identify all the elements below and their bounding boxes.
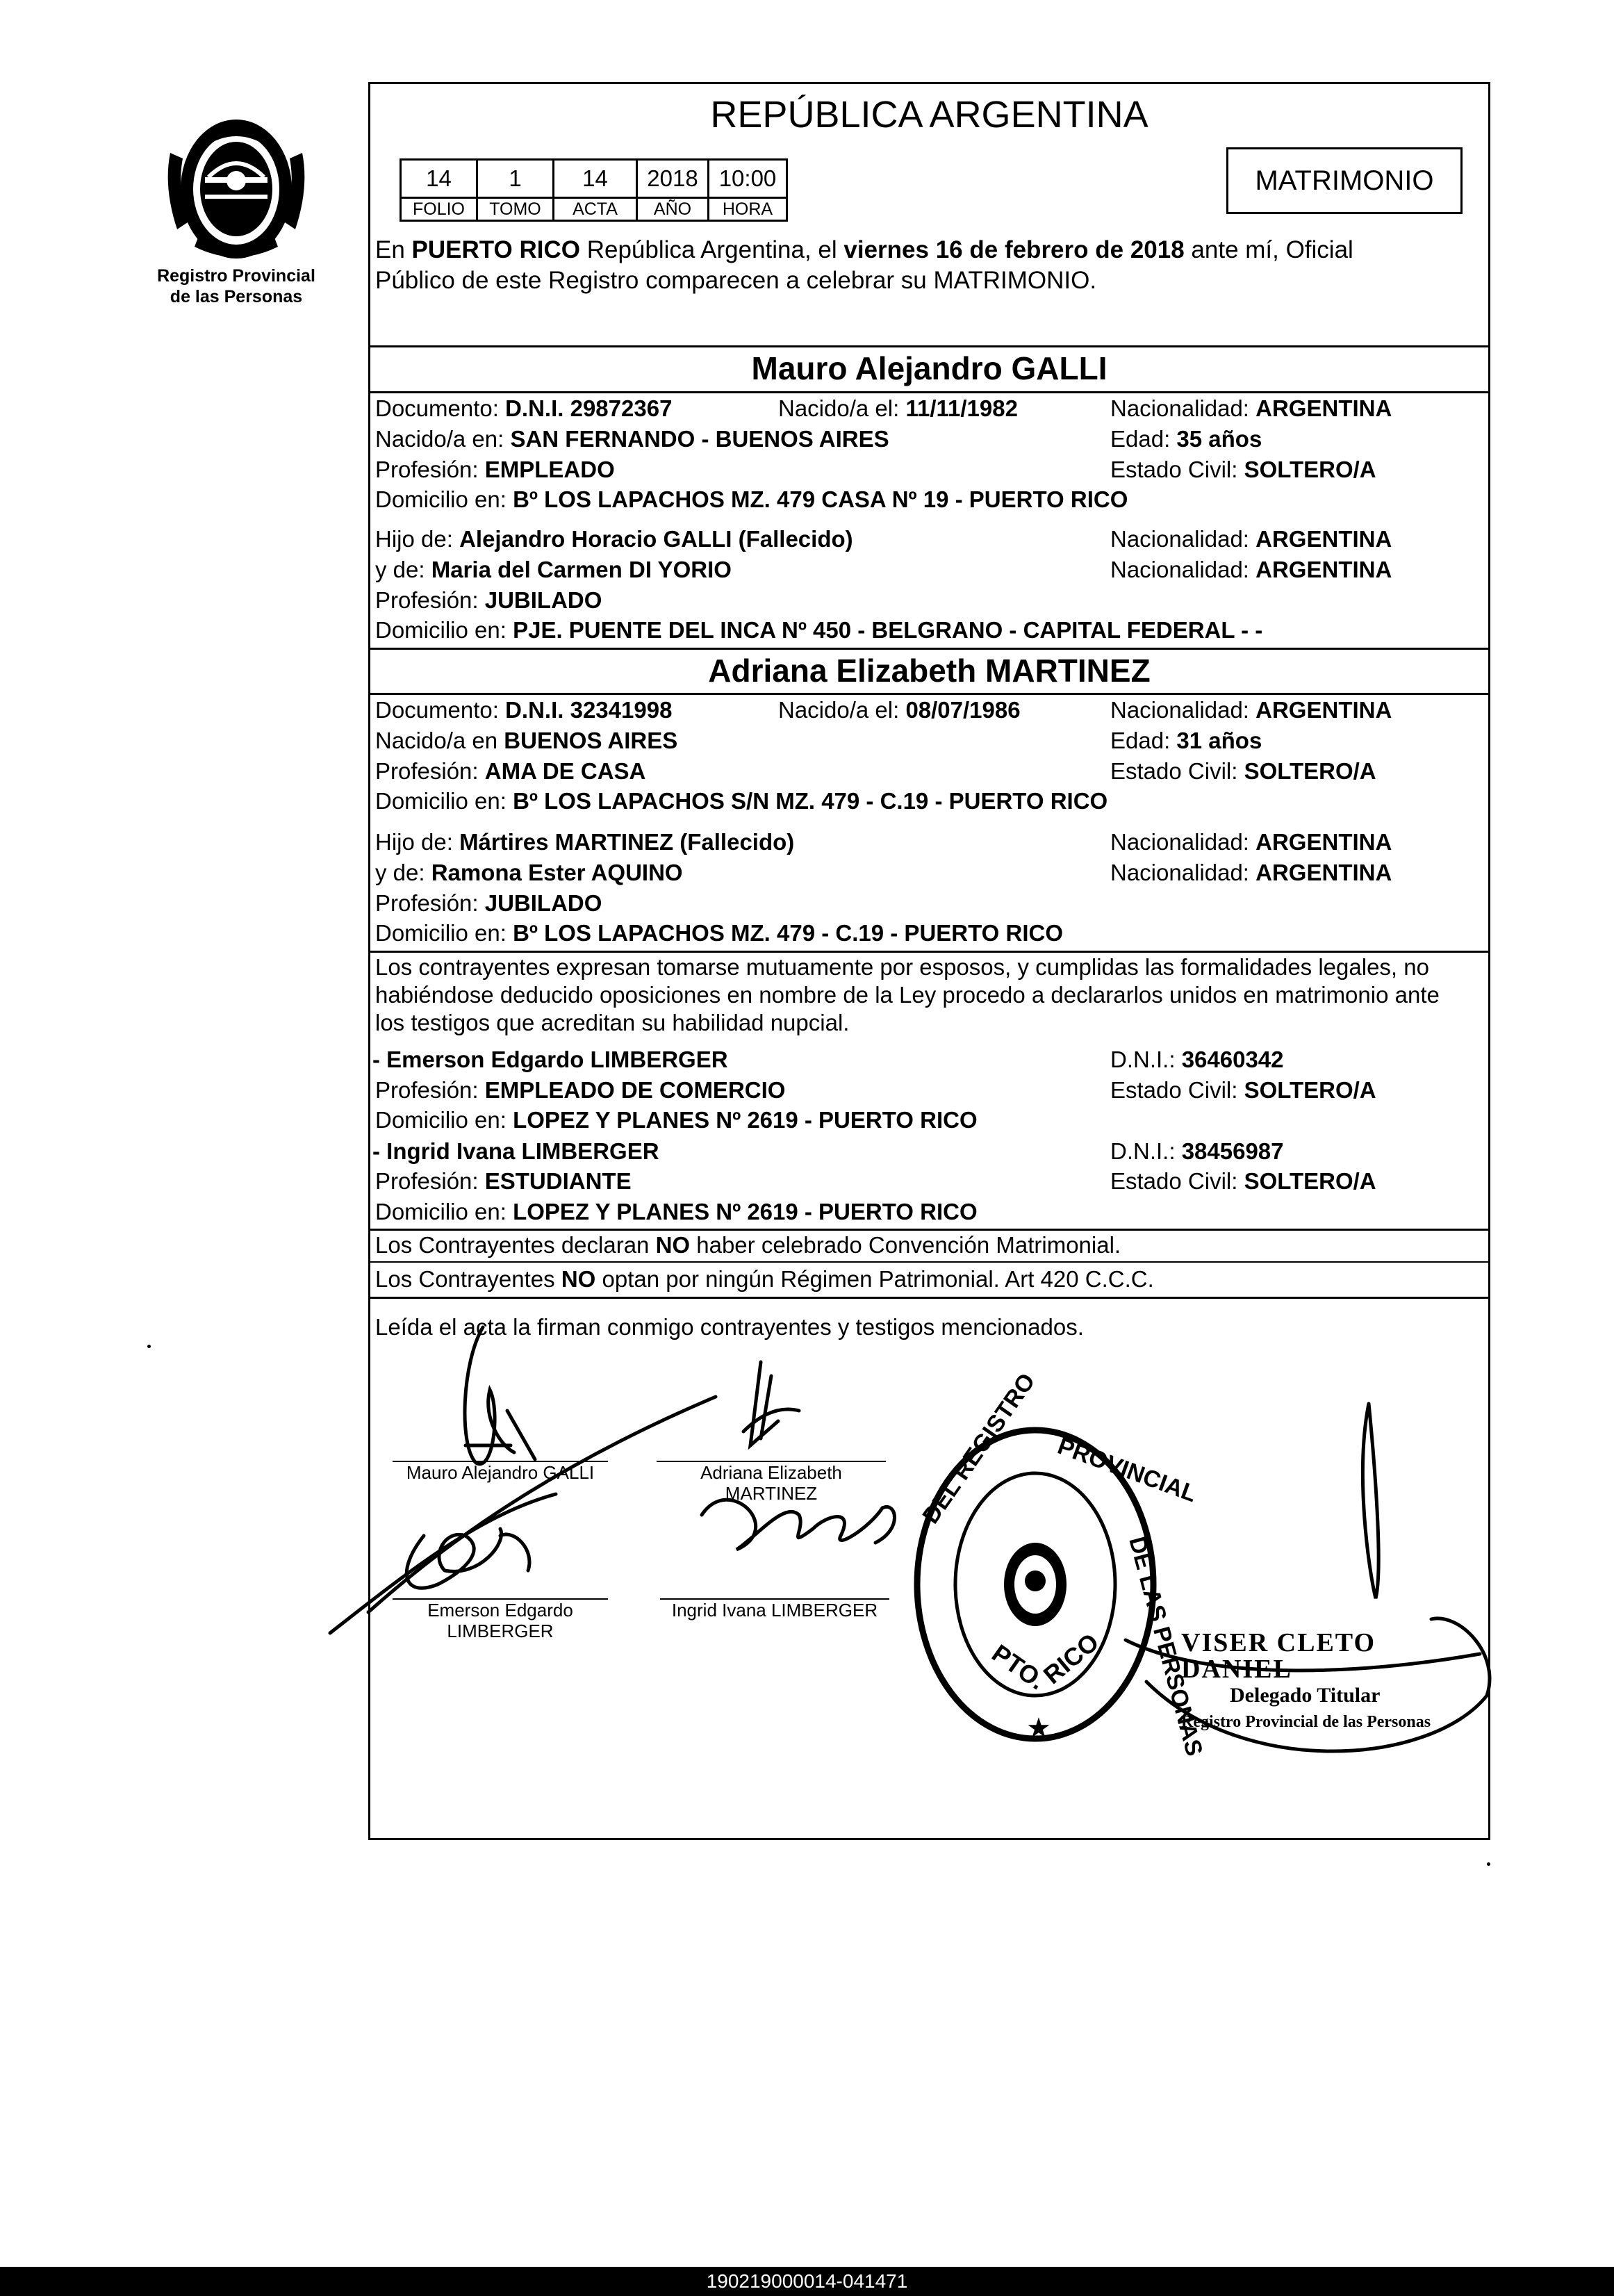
registry-caption: Registro Provincial de las Personas [157, 266, 315, 306]
document-barcode-number: 190219000014-041471 [0, 2267, 1614, 2296]
act-type-box: MATRIMONIO [1226, 147, 1463, 214]
spouse2-father: Hijo de: Mártires MARTINEZ (Fallecido) [375, 829, 795, 855]
spouse1-parents-address: Domicilio en: PJE. PUENTE DEL INCA Nº 450 - BELGRANO - CAPITAL FEDERAL - - [375, 617, 1263, 643]
year-value: 2018 [637, 160, 709, 198]
folio-caption: FOLIO [401, 198, 477, 221]
spouse2-parents-profession: Profesión: JUBILADO [375, 890, 602, 916]
hour-value: 10:00 [709, 160, 787, 198]
witness1-name: - Emerson Edgardo LIMBERGER [372, 1047, 728, 1072]
svg-text:RICO: RICO [1037, 1627, 1105, 1690]
spouse1-mother-nationality: Nacionalidad: ARGENTINA [1110, 557, 1392, 582]
convention-line-2: Los Contrayentes NO optan por ningún Régimen Patrimonial. Art 420 C.C.C. [375, 1266, 1154, 1292]
spouse2-father-nationality: Nacionalidad: ARGENTINA [1110, 829, 1392, 855]
acta-caption: ACTA [554, 198, 637, 221]
hour-caption: HORA [709, 198, 787, 221]
spouse2-address: Domicilio en: Bº LOS LAPACHOS S/N MZ. 479 - C.19 - PUERTO RICO [375, 788, 1108, 814]
convention-line-1: Los Contrayentes declaran NO haber celebrado Convención Matrimonial. [375, 1232, 1121, 1258]
declaration-line-1: Los contrayentes expresan tomarse mutuamente por esposos, y cumplidas las formalidades legales, no [375, 954, 1429, 980]
spouse2-birth-place: Nacido/a en BUENOS AIRES [375, 728, 678, 753]
spouse1-parents-profession: Profesión: JUBILADO [375, 587, 602, 613]
witness2-dni: D.N.I.: 38456987 [1110, 1138, 1284, 1164]
spouse1-father: Hijo de: Alejandro Horacio GALLI (Fallecido) [375, 526, 853, 552]
declaration-line-2: habiéndose deducido oposiciones en nombre de la Ley procedo a declararlos unidos en matrimonio ante [375, 982, 1440, 1008]
declaration-paragraph [375, 953, 1487, 1037]
handwritten-signatures [327, 1306, 952, 1696]
witness2-name: - Ingrid Ivana LIMBERGER [372, 1138, 659, 1164]
witness1-address: Domicilio en: LOPEZ Y PLANES Nº 2619 - PUERTO RICO [375, 1107, 978, 1133]
intro-line-2: Público de este Registro comparecen a celebrar su MATRIMONIO. [375, 267, 1097, 294]
svg-text:★: ★ [1026, 1712, 1051, 1744]
signature-label-mauro: Mauro Alejandro GALLI [406, 1462, 595, 1483]
folio-value: 14 [401, 160, 477, 198]
witness1-profession: Profesión: EMPLEADO DE COMERCIO [375, 1077, 786, 1103]
svg-text:DEL REGISTRO: DEL REGISTRO [917, 1368, 1041, 1529]
spouse2-parents-address: Domicilio en: Bº LOS LAPACHOS MZ. 479 - C.19 - PUERTO RICO [375, 920, 1064, 946]
spouse2-civil-status: Estado Civil: SOLTERO/A [1110, 758, 1376, 784]
spouse1-profession: Profesión: EMPLEADO [375, 457, 615, 482]
declaration-line-3: los testigos que acreditan su habilidad nupcial. [375, 1010, 850, 1035]
spouse1-document: Documento: D.N.I. 29872367 [375, 395, 673, 421]
spouse2-name: Adriana Elizabeth MARTINEZ [708, 653, 1151, 689]
svg-text:DE LAS PERSONAS: DE LAS PERSONAS [1123, 1534, 1208, 1759]
spouse1-age: Edad: 35 años [1110, 426, 1262, 452]
spouse2-mother-nationality: Nacionalidad: ARGENTINA [1110, 860, 1392, 885]
provincial-coat-of-arms-logo [156, 111, 316, 268]
spouse1-birth-place: Nacido/a en: SAN FERNANDO - BUENOS AIRES [375, 426, 889, 452]
registry-table [400, 158, 788, 222]
spouse2-document: Documento: D.N.I. 32341998 [375, 697, 673, 723]
witness1-civil-status: Estado Civil: SOLTERO/A [1110, 1077, 1376, 1103]
year-caption: AÑO [637, 198, 709, 221]
spouse1-address: Domicilio en: Bº LOS LAPACHOS MZ. 479 CASA Nº 19 - PUERTO RICO [375, 486, 1128, 512]
spouse1-name: Mauro Alejandro GALLI [751, 350, 1107, 386]
signature-label-emerson: Emerson Edgardo LIMBERGER [427, 1600, 573, 1641]
spouse1-civil-status: Estado Civil: SOLTERO/A [1110, 457, 1376, 482]
witness2-address: Domicilio en: LOPEZ Y PLANES Nº 2619 - PUERTO RICO [375, 1199, 978, 1224]
spouse1-mother: y de: Maria del Carmen DI YORIO [375, 557, 732, 582]
document-title: REPÚBLICA ARGENTINA [710, 94, 1148, 136]
intro-line-1: En PUERTO RICO República Argentina, el viernes 16 de febrero de 2018 ante mí, Oficial [375, 236, 1353, 263]
svg-text:PTO.: PTO. [987, 1638, 1051, 1696]
tomo-value: 1 [477, 160, 554, 198]
spouse2-age: Edad: 31 años [1110, 728, 1262, 753]
witness2-profession: Profesión: ESTUDIANTE [375, 1168, 632, 1194]
margin-mark [147, 1345, 151, 1348]
spouse2-profession: Profesión: AMA DE CASA [375, 758, 646, 784]
spouse1-birth-date: Nacido/a el: 11/11/1982 [778, 395, 1018, 421]
witness1-dni: D.N.I.: 36460342 [1110, 1047, 1284, 1072]
intro-paragraph [375, 235, 1487, 296]
spouse1-father-nationality: Nacionalidad: ARGENTINA [1110, 526, 1392, 552]
acta-value: 14 [554, 160, 637, 198]
closing-statement: Leída el acta la firman conmigo contrayentes y testigos mencionados. [375, 1314, 1084, 1340]
witness2-civil-status: Estado Civil: SOLTERO/A [1110, 1168, 1376, 1194]
spouse2-mother: y de: Ramona Ester AQUINO [375, 860, 683, 885]
spouse2-nationality: Nacionalidad: ARGENTINA [1110, 697, 1392, 723]
official-signature-loop [1070, 1390, 1501, 1807]
official-stamp-text: VISER CLETO DANIEL Delegado Titular Registro Provincial de las Personas [1181, 1628, 1431, 1731]
signature-label-ingrid: Ingrid Ivana LIMBERGER [671, 1600, 878, 1621]
spouse2-birth-date: Nacido/a el: 08/07/1986 [778, 697, 1021, 723]
signature-label-adriana: Adriana Elizabeth MARTINEZ [700, 1462, 842, 1504]
tomo-caption: TOMO [477, 198, 554, 221]
margin-mark [1487, 1862, 1490, 1866]
spouse1-nationality: Nacionalidad: ARGENTINA [1110, 395, 1392, 421]
svg-text:PROVINCIAL: PROVINCIAL [1054, 1432, 1201, 1508]
